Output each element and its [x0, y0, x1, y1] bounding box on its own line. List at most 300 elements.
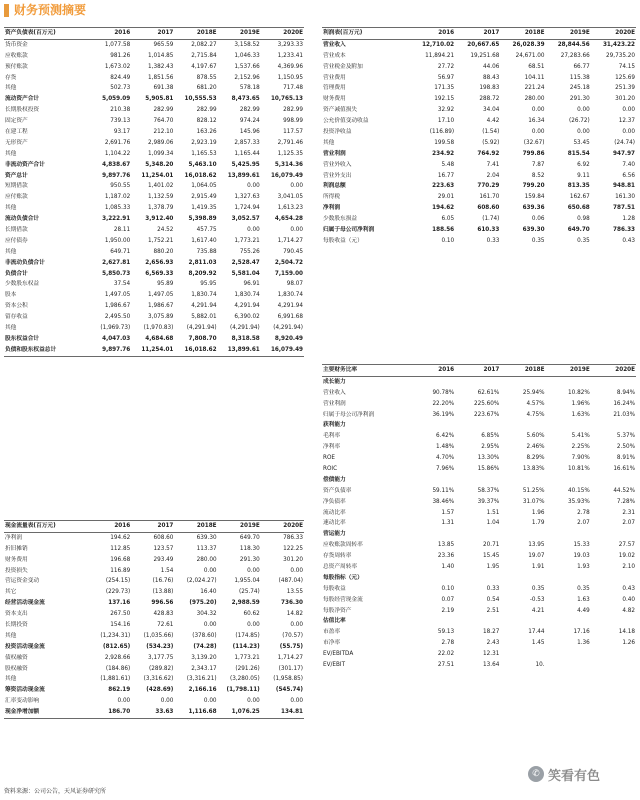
row-label: 营业利润: [323, 150, 346, 157]
row-label: 营业外收入: [323, 161, 352, 168]
cell-value: [500, 529, 545, 540]
cell-value: [455, 573, 500, 584]
table-row: [322, 518, 636, 529]
table-row: [322, 83, 636, 94]
row-label: 其他: [5, 85, 17, 92]
cell-value: 5,348.20: [145, 161, 174, 168]
cell-value: 15.45: [483, 553, 500, 560]
cell-value: [500, 649, 545, 660]
table-row: [322, 475, 636, 486]
cell-value: 5,850.73: [102, 270, 131, 277]
cell-value: 815.54: [567, 150, 590, 157]
table-row: [322, 420, 636, 431]
header-year: 2017: [455, 28, 500, 40]
cell-value: (70.57): [282, 632, 303, 639]
cell-value: 1.63: [577, 596, 590, 603]
cell-value: 154.16: [110, 621, 131, 628]
row-label: 汇率变动影响: [5, 698, 40, 705]
cell-value: 1,378.79: [148, 205, 174, 212]
row-label: 资本支出: [5, 611, 28, 618]
cell-value: 221.24: [524, 85, 545, 92]
cell-value: 2.50%: [616, 444, 635, 451]
cell-value: 145.96: [239, 128, 260, 135]
cell-value: 6.56: [622, 172, 635, 179]
header-title: 现金流量表(百万元): [4, 521, 88, 533]
cell-value: 4,369.96: [277, 63, 303, 70]
cell-value: (114.23): [232, 643, 260, 650]
cell-value: 38.46%: [432, 498, 455, 505]
table-row: [322, 225, 636, 236]
cell-value: 7.87: [531, 161, 545, 168]
cell-value: 735.88: [196, 248, 217, 255]
cell-value: 301.20: [615, 96, 635, 103]
row-label: 短期借款: [5, 183, 28, 190]
table-row: [4, 127, 304, 138]
row-label: 营业费用: [323, 74, 346, 81]
table-row: [322, 160, 636, 171]
cell-value: 26,028.39: [512, 41, 545, 48]
table-row: [4, 312, 304, 323]
cell-value: 51.25%: [522, 487, 545, 494]
cell-value: (5.92): [482, 139, 500, 146]
cell-value: 639.36: [522, 205, 545, 212]
cell-value: [546, 573, 591, 584]
cell-value: 1.54: [160, 567, 174, 574]
cell-value: 8,920.49: [274, 335, 303, 342]
cell-value: 116.89: [110, 567, 131, 574]
cell-value: [500, 616, 545, 627]
cell-value: 163.26: [196, 128, 217, 135]
row-label: 利润总额: [323, 183, 346, 190]
cell-value: (378.60): [192, 632, 217, 639]
row-label: 每股净资产: [323, 607, 352, 614]
cell-value: 2,923.19: [191, 139, 217, 146]
cell-value: 0.00: [531, 107, 545, 114]
cell-value: (3,280.05): [229, 676, 260, 683]
cell-value: 13.95: [528, 542, 545, 549]
cell-value: 98.07: [286, 281, 303, 288]
header-year: 2016: [410, 365, 455, 377]
row-label: 投资损失: [5, 567, 28, 574]
header-year: 2016: [88, 28, 131, 40]
cell-value: 16,079.49: [270, 172, 303, 179]
cell-value: 95.89: [157, 281, 174, 288]
cell-value: [591, 376, 636, 387]
cell-value: 13.85: [437, 542, 455, 549]
table-row: [4, 73, 304, 84]
cell-value: 880.20: [153, 248, 174, 255]
cell-value: 304.32: [196, 611, 217, 618]
cell-value: 1,673.02: [104, 63, 131, 70]
header-year: 2020E: [591, 28, 636, 40]
cell-value: 5,463.10: [188, 161, 217, 168]
row-label: 筹资活动现金流: [5, 687, 45, 694]
table-row: [322, 627, 636, 638]
cell-value: 11,254.01: [141, 172, 174, 179]
cell-value: 649.70: [567, 226, 590, 233]
cell-value: 1.04: [486, 520, 500, 527]
cell-value: (487.04): [278, 578, 303, 585]
table-row: [322, 660, 636, 671]
row-label: 债权融资: [5, 654, 28, 661]
table-row: [4, 62, 304, 73]
cell-value: 1,419.35: [191, 205, 217, 212]
cell-value: 2,504.72: [274, 259, 303, 266]
row-label: 流动比率: [323, 509, 346, 516]
income-grid: [322, 27, 636, 247]
cell-value: 691.38: [153, 85, 174, 92]
cell-value: 2.51: [486, 607, 500, 614]
cell-value: 3,912.40: [145, 216, 174, 223]
cell-value: 8.91%: [616, 455, 635, 462]
row-label: 归属于母公司净利润: [323, 411, 375, 418]
cell-value: 93.17: [113, 128, 131, 135]
header-year: 2020E: [591, 365, 636, 377]
cell-value: 790.45: [283, 248, 303, 255]
cell-value: 1,165.53: [191, 150, 217, 157]
cell-value: 19.02: [618, 553, 635, 560]
cell-value: 159.84: [524, 194, 545, 201]
table-row: [4, 105, 304, 116]
cell-value: 0.33: [486, 237, 500, 244]
header-title: 利润表(百万元): [322, 28, 410, 40]
cell-value: 9,897.76: [102, 172, 131, 179]
cell-value: 610.33: [477, 226, 500, 233]
row-label: 现金净增加额: [5, 709, 40, 716]
cell-value: 2.10: [622, 563, 635, 570]
cell-value: 3,139.20: [191, 654, 217, 661]
row-label: 营业税金及附加: [323, 63, 363, 70]
cell-value: (174.85): [235, 632, 260, 639]
cell-value: 0.00: [622, 128, 635, 135]
cell-value: 2.46%: [526, 444, 545, 451]
cell-value: 35.93%: [568, 498, 590, 505]
cell-value: [591, 660, 636, 671]
header-title: 资产负债表(百万元): [4, 28, 88, 40]
cell-value: 0.00: [203, 698, 217, 705]
cell-value: [410, 616, 455, 627]
cell-value: 2.07: [577, 520, 590, 527]
table-row: [4, 685, 304, 696]
cell-value: 1,773.21: [234, 654, 260, 661]
table-row: [322, 181, 636, 192]
cell-value: 1,382.43: [148, 63, 174, 70]
table-row: [322, 486, 636, 497]
cell-value: 291.30: [569, 96, 590, 103]
row-label: 营业收入: [323, 41, 346, 48]
cell-value: 0.00: [622, 107, 635, 114]
cell-value: 2,988.59: [231, 600, 260, 607]
cell-value: 96.91: [243, 281, 260, 288]
cell-value: 14.82: [286, 611, 303, 618]
cell-value: 22.20%: [432, 400, 455, 407]
cell-value: 188.56: [432, 226, 455, 233]
cell-value: 4.70%: [436, 455, 455, 462]
table-row: [322, 584, 636, 595]
cell-value: 9.11: [577, 172, 590, 179]
cell-value: 27.57: [618, 542, 635, 549]
cell-value: 739.13: [110, 118, 131, 125]
table-header-row: [322, 28, 636, 40]
cell-value: 5,425.95: [231, 161, 260, 168]
cell-value: 90.78%: [432, 389, 455, 396]
cell-value: [410, 475, 455, 486]
table-row: [322, 127, 636, 138]
cell-value: 4.49: [577, 607, 590, 614]
table-row: [4, 192, 304, 203]
cell-value: 0.00: [247, 567, 260, 574]
cell-value: 0.54: [486, 596, 500, 603]
cell-value: 428.83: [153, 611, 174, 618]
cell-value: 31,423.22: [602, 41, 635, 48]
cell-value: 1.28: [622, 216, 635, 223]
row-label: 留存收益: [5, 314, 28, 321]
cell-value: 19.03: [573, 553, 590, 560]
cell-value: 1,950.00: [104, 237, 131, 244]
cell-value: 15.33: [573, 542, 590, 549]
cell-value: 134.81: [281, 709, 303, 716]
cell-value: 1,187.02: [104, 194, 131, 201]
row-label: 每股收益（元）: [323, 237, 363, 244]
cell-value: (428.69): [146, 687, 174, 694]
cell-value: 112.85: [110, 545, 131, 552]
cell-value: (26.72): [569, 118, 590, 125]
table-row: [4, 94, 304, 105]
cell-value: 1.96: [531, 509, 545, 516]
row-label: 其他: [5, 205, 17, 212]
row-label: 营运能力: [323, 531, 346, 538]
cell-value: 13.55: [286, 589, 303, 596]
cell-value: 186.70: [108, 709, 131, 716]
cell-value: 1,077.58: [104, 41, 131, 48]
cell-value: 1,497.05: [104, 292, 131, 299]
table-row: [4, 566, 304, 577]
cell-value: 8,209.92: [188, 270, 217, 277]
cell-value: 1.31: [441, 520, 455, 527]
cell-value: 6,569.33: [145, 270, 174, 277]
cell-value: 0.00: [290, 621, 303, 628]
row-label: 其他: [5, 632, 17, 639]
cell-value: 1,233.41: [277, 52, 303, 59]
row-label: 营业外支出: [323, 172, 352, 179]
cell-value: 2,791.46: [277, 139, 303, 146]
row-label: 其他: [5, 150, 17, 157]
cell-value: (16.76): [152, 578, 174, 585]
table-row: [4, 609, 304, 620]
row-label: 股权融资: [5, 665, 28, 672]
cell-value: 1,830.74: [234, 292, 260, 299]
cell-value: 21.03%: [613, 411, 635, 418]
row-label: 营业收入: [323, 389, 346, 396]
cell-value: 0.98: [577, 216, 590, 223]
cell-value: 2,928.66: [104, 654, 131, 661]
table-row: [4, 334, 304, 345]
cell-value: 9,897.76: [102, 346, 131, 353]
cell-value: 1.51: [486, 509, 500, 516]
table-row: [322, 616, 636, 627]
cell-value: 1,955.04: [234, 578, 260, 585]
cell-value: 125.69: [615, 74, 635, 81]
cell-value: 639.30: [196, 534, 217, 541]
row-label: 公允价值变动收益: [323, 118, 369, 125]
row-label: 少数股东损益: [323, 216, 358, 223]
cell-value: (812.65): [103, 643, 131, 650]
row-label: 经营活动现金流: [5, 600, 45, 607]
row-label: 毛利率: [323, 433, 341, 440]
cell-value: 1,752.21: [148, 237, 174, 244]
row-label: ROIC: [323, 465, 338, 472]
row-label: 营业利润: [323, 400, 346, 407]
header-year: 2017: [455, 365, 500, 377]
cell-value: 29.01: [437, 194, 455, 201]
row-label: 其他: [5, 248, 17, 255]
cell-value: 5.37%: [616, 433, 635, 440]
cell-value: 608.60: [153, 534, 174, 541]
cell-value: 4.75%: [526, 411, 545, 418]
cell-value: 0.35: [531, 585, 545, 592]
cell-value: 33.63: [155, 709, 174, 716]
row-label: 偿债能力: [323, 476, 346, 483]
cell-value: 1,125.35: [277, 150, 303, 157]
cell-value: 3,158.52: [234, 41, 260, 48]
cell-value: 8,318.58: [231, 335, 260, 342]
cell-value: 88.43: [483, 74, 500, 81]
cell-value: 3,041.05: [277, 194, 303, 201]
cell-value: 12,710.02: [422, 41, 455, 48]
cell-value: [546, 475, 591, 486]
row-label: 股本: [5, 292, 17, 299]
cell-value: 27.51: [437, 661, 455, 668]
cell-value: 8.52: [531, 172, 545, 179]
table-row: [4, 269, 304, 280]
cell-value: 22.02: [437, 651, 455, 658]
cell-value: 60.62: [243, 611, 260, 618]
cell-value: 8.94%: [616, 389, 635, 396]
cell-value: 1,537.66: [234, 63, 260, 70]
header-year: 2019E: [546, 365, 591, 377]
header-year: 2018E: [174, 28, 217, 40]
row-label: 股东权益合计: [5, 335, 40, 342]
table-row: [4, 707, 304, 718]
table-row: [4, 653, 304, 664]
cell-value: [410, 529, 455, 540]
table-row: [4, 301, 304, 312]
cell-value: 3,052.57: [231, 216, 260, 223]
header-year: 2016: [410, 28, 455, 40]
row-label: 净利润: [5, 534, 23, 541]
table-row: [322, 606, 636, 617]
cell-value: 4.21: [531, 607, 545, 614]
cell-value: 6,991.68: [277, 314, 303, 321]
cell-value: 23.36: [437, 553, 455, 560]
cell-value: 0.00: [160, 698, 174, 705]
cell-value: 36.19%: [432, 411, 455, 418]
table-row: [4, 598, 304, 609]
table-row: [4, 290, 304, 301]
cell-value: 234.92: [432, 150, 455, 157]
wechat-icon: ✆: [528, 766, 544, 782]
row-label: 长期借款: [5, 226, 28, 233]
cell-value: 44.52%: [613, 487, 635, 494]
cell-value: 4,654.28: [274, 216, 303, 223]
row-label: 负债合计: [5, 270, 28, 277]
cell-value: 72.61: [157, 621, 174, 628]
cell-value: 13,899.61: [227, 346, 260, 353]
cell-value: 1,085.33: [104, 205, 131, 212]
table-row: [4, 620, 304, 631]
cell-value: 1.96%: [571, 400, 590, 407]
cell-value: 1,327.63: [234, 194, 260, 201]
cell-value: (301.17): [278, 665, 303, 672]
row-label: 市净率: [323, 640, 341, 647]
cell-value: 1,830.74: [277, 292, 303, 299]
cell-value: 0.00: [247, 226, 260, 233]
cell-value: 1,773.21: [234, 237, 260, 244]
cell-value: 1,165.44: [234, 150, 260, 157]
cell-value: 10,555.53: [184, 96, 217, 103]
balance-grid: [4, 27, 304, 357]
cell-value: [591, 616, 636, 627]
cell-value: 10.: [535, 661, 545, 668]
table-row: [4, 160, 304, 171]
cell-value: 6.85%: [481, 433, 500, 440]
header-year: 2017: [131, 521, 174, 533]
row-label: 货币资金: [5, 41, 28, 48]
cell-value: 2.43: [486, 640, 500, 647]
table-row: [322, 149, 636, 160]
cell-value: 7.28%: [616, 498, 635, 505]
cell-value: 0.00: [577, 107, 590, 114]
cell-value: 0.35: [577, 585, 590, 592]
cell-value: 10.82%: [568, 389, 590, 396]
cell-value: (1,958.85): [273, 676, 303, 683]
row-label: 每股收益: [323, 585, 346, 592]
cell-value: 1,986.67: [104, 303, 131, 310]
cell-value: 123.57: [153, 545, 174, 552]
cell-value: 117.57: [283, 128, 303, 135]
cell-value: 681.20: [196, 85, 217, 92]
table-row: [4, 39, 304, 50]
row-label: 应付债券: [5, 237, 28, 244]
cell-value: 2.78: [577, 509, 590, 516]
cell-value: 293.49: [153, 556, 174, 563]
cell-value: 301.20: [283, 556, 303, 563]
cell-value: 2,528.47: [231, 259, 260, 266]
row-label: 总资产周转率: [323, 563, 358, 570]
cell-value: 16,079.49: [270, 346, 303, 353]
row-label: 归属于母公司净利润: [323, 226, 375, 233]
table-row: [322, 376, 636, 387]
cell-value: 7,159.00: [274, 270, 303, 277]
cell-value: (291.26): [235, 665, 260, 672]
cell-value: 786.33: [283, 534, 303, 541]
cell-value: 6.92: [577, 161, 590, 168]
cell-value: -0.53: [529, 596, 545, 603]
cell-value: 7.90%: [571, 455, 590, 462]
cell-value: [546, 616, 591, 627]
cell-value: 16.61%: [613, 465, 635, 472]
row-label: 所得税: [323, 194, 341, 201]
cell-value: 770.29: [477, 183, 500, 190]
row-label: 流动负债合计: [5, 216, 40, 223]
cell-value: 4,684.68: [145, 335, 174, 342]
cell-value: 948.81: [613, 183, 635, 190]
cell-value: 1.57: [441, 509, 455, 516]
cell-value: (74.28): [193, 643, 217, 650]
cell-value: 58.37%: [477, 487, 500, 494]
cell-value: (545.74): [275, 687, 303, 694]
cell-value: 996.56: [151, 600, 174, 607]
